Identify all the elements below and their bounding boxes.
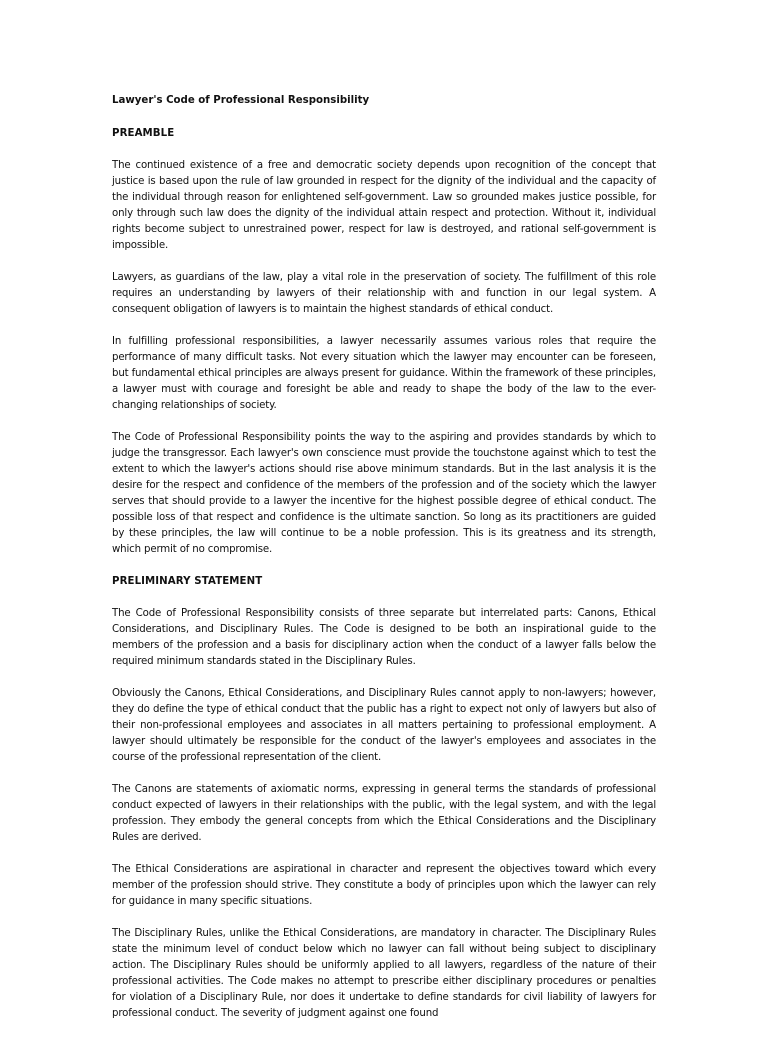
paragraph: The continued existence of a free and democratic society depends upon recognition of the concept that justice is based upon the rule of law grounded in respect for the dignity of the individual and the capacity of the individual through reason for enlightened self-government. Law so grounded makes justice possible, for only through such law does the dignity of the individual attain respect and protection. Without it, individual rights become subject to unrestrained power, respect for law is destroyed, and rational self-government is impossible. xyxy=(112,160,656,251)
section-preliminary-statement xyxy=(112,574,656,1022)
paragraph: The Code of Professional Responsibility points the way to the aspiring and provides standards by which to judge the transgressor. Each lawyer's own conscience must provide the touchstone against which to test the extent to which the lawyer's actions should rise above minimum standards. But in the last analysis it is the desire for the respect and confidence of the members of the profession and of the society which the lawyer serves that should provide to a lawyer the incentive for the highest possible degree of ethical conduct. The possible loss of that respect and confidence is the ultimate sanction. So long as its practitioners are guided by these principles, the law will continue to be a noble profession. This is its greatness and its strength, which permit of no compromise. xyxy=(112,432,656,555)
paragraph: Lawyers, as guardians of the law, play a vital role in the preservation of society. The fulfillment of this role requires an understanding by lawyers of their relationship with and function in our legal system. A consequent obligation of lawyers is to maintain the highest standards of ethical conduct. xyxy=(112,272,656,315)
section-preamble xyxy=(112,126,656,558)
paragraph: The Canons are statements of axiomatic norms, expressing in general terms the standards of professional conduct expected of lawyers in their relationships with the public, with the legal system, and with the legal profession. They embody the general concepts from which the Ethical Considerations and the Disciplinary Rules are derived. xyxy=(112,784,656,843)
paragraph: The Code of Professional Responsibility consists of three separate but interrelated parts: Canons, Ethical Considerations, and Disciplinary Rules. The Code is designed to be both an inspirational guide to the members of the profession and a basis for disciplinary action when the conduct of a lawyer falls below the required minimum standards stated in the Disciplinary Rules. xyxy=(112,608,656,667)
paragraph: Obviously the Canons, Ethical Considerations, and Disciplinary Rules cannot apply to non-lawyers; however, they do define the type of ethical conduct that the public has a right to expect not only of lawyers but also of their non-professional employees and associates in all matters pertaining to professional employment. A lawyer should ultimately be responsible for the conduct of the lawyer's employees and associates in the course of the professional representation of the client. xyxy=(112,688,656,763)
section-heading: PRELIMINARY STATEMENT xyxy=(112,576,263,587)
document-page xyxy=(112,93,656,1038)
section-heading: PREAMBLE xyxy=(112,128,175,139)
document-title: Lawyer's Code of Professional Responsibility xyxy=(112,95,370,106)
paragraph: The Ethical Considerations are aspirational in character and represent the objectives toward which every member of the profession should strive. They constitute a body of principles upon which the lawyer can rely for guidance in many specific situations. xyxy=(112,864,656,907)
paragraph: The Disciplinary Rules, unlike the Ethical Considerations, are mandatory in character. The Disciplinary Rules state the minimum level of conduct below which no lawyer can fall without being subject to disciplinary action. The Disciplinary Rules should be uniformly applied to all lawyers, regardless of the nature of their professional activities. The Code makes no attempt to prescribe either disciplinary procedures or penalties for violation of a Disciplinary Rule, nor does it undertake to define standards for civil liability of lawyers for professional conduct. The severity of judgment against one found xyxy=(112,928,656,1019)
paragraph: In fulfilling professional responsibilities, a lawyer necessarily assumes various roles that require the performance of many difficult tasks. Not every situation which the lawyer may encounter can be foreseen, but fundamental ethical principles are always present for guidance. Within the framework of these principles, a lawyer must with courage and foresight be able and ready to shape the body of the law to the ever-changing relationships of society. xyxy=(112,336,656,411)
